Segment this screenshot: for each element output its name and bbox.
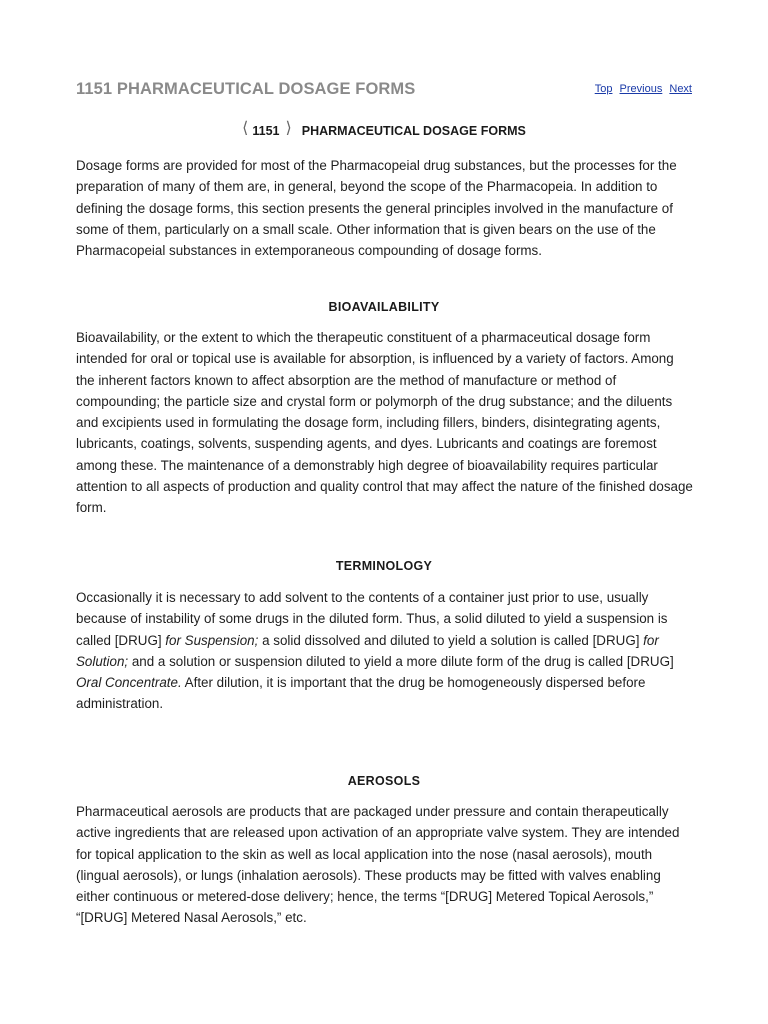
bioavailability-paragraph: Bioavailability, or the extent to which the therapeutic constituent of a pharmaceutical dosage form intended for oral or topical use is available for absorption, is influenced by a variety of factors. Among the inherent factors known to affect absorption are the method of manufacture or method of compounding; the particle size and crystal form or polymorph of the drug substance; and the diluents and excipients used in formulating the dosage form, including fillers, binders, disintegrating agents, lubricants, coatings, solvents, suspending agents, and dyes. Lubricants and coatings are foremost among these. The maintenance of a demonstrably high degree of bioavailability requires particular attention to all aspects of production and quality control that may affect the nature of the finished dosage form.: [76, 330, 693, 516]
terminology-text-2: a solid dissolved and diluted to yield a solution is called [DRUG]: [258, 632, 644, 648]
oral-concentrate-term: Oral Concentrate.: [76, 675, 182, 691]
intro-paragraph: Dosage forms are provided for most of the Pharmacopeial drug substances, but the processes for the preparation of many of them are, in general, beyond the scope of the Pharmacopeia. In addition to defining the dosage forms, this section presents the general principles involved in the manufacture of some of them, particularly on a small scale. Other information that is given bears on the use of the Pharmacopeial substances in extemporaneous compounding of dosage forms.: [76, 158, 677, 259]
terminology-text-3: and a solution or suspension diluted to yield a more dilute form of the drug is called [DRUG]: [128, 653, 674, 669]
terminology-heading: TERMINOLOGY: [335, 559, 433, 573]
previous-link[interactable]: Previous: [619, 83, 663, 95]
document-heading: [0, 120, 768, 140]
section-number: 1151: [252, 124, 280, 138]
aerosols-paragraph: Pharmaceutical aerosols are products that are packaged under pressure and contain therapeutically active ingredients that are released upon activation of an appropriate valve system. They are intended for topical application to the skin as well as local application into the nose (nasal aerosols), mouth (lingual aerosols), or lungs (inhalation aerosols). These products may be fitted with valves enabling either continuous or metered-dose delivery; hence, the terms “[DRUG] Metered Topical Aerosols,” “[DRUG] Metered Nasal Aerosols,” etc.: [76, 804, 680, 926]
open-bracket-glyph: ⟨: [242, 120, 249, 137]
terminology-paragraph: [76, 587, 696, 715]
for-suspension-term: for Suspension;: [165, 632, 259, 648]
next-link[interactable]: Next: [669, 83, 692, 95]
top-link[interactable]: Top: [594, 83, 613, 95]
for-solution-term: for Solution;: [76, 632, 659, 669]
section-title: PHARMACEUTICAL DOSAGE FORMS: [301, 124, 526, 138]
bioavailability-heading: BIOAVAILABILITY: [328, 300, 440, 314]
page-navigation: [591, 83, 692, 95]
aerosols-heading: AEROSOLS: [347, 774, 421, 788]
close-bracket-glyph: ⟩: [285, 120, 292, 137]
terminology-text-1: Occasionally it is necessary to add solvent to the contents of a container just prior to use, usually because of instability of some drugs in the diluted form. Thus, a solid diluted to yield a suspension is called [DRUG]: [76, 590, 668, 648]
terminology-text-4: After dilution, it is important that the drug be homogeneously dispersed before administration.: [76, 675, 646, 712]
page-title: 1151 PHARMACEUTICAL DOSAGE FORMS: [76, 80, 416, 98]
